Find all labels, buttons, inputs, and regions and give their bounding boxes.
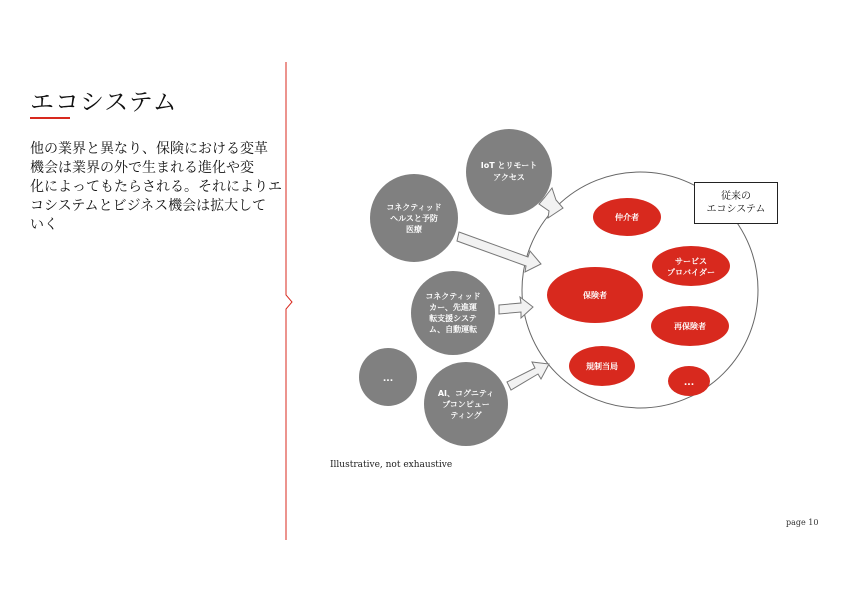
player-label: 再保険者 — [674, 322, 706, 331]
driver-iot — [466, 129, 552, 215]
body-line: 他の業界と異なり、保険における変革 — [30, 141, 268, 157]
driver-label: IoT とリモート — [480, 161, 538, 170]
driver-more — [359, 348, 417, 406]
driver-circle — [466, 129, 552, 215]
legend-line: エコシステム — [706, 204, 766, 215]
driver-label: ティング — [450, 411, 482, 420]
player-ellipse — [652, 246, 730, 286]
body-line: 機会は業界の外で生まれる進化や変 — [30, 160, 254, 176]
driver-label: ム、自動運転 — [428, 325, 478, 334]
driver-ai — [424, 362, 508, 446]
driver-label: コネクティッド — [425, 292, 481, 301]
caption: Illustrative, not exhaustive — [330, 460, 453, 470]
player-label: サービス — [675, 257, 707, 266]
player-label: プロバイダー — [667, 268, 715, 277]
traditional-ecosystem-label — [694, 182, 778, 224]
driver-label: 医療 — [406, 225, 422, 234]
player-service-provider — [652, 246, 730, 286]
body-line: 化によってもたらされる。それによりエ — [30, 179, 282, 195]
driver-car — [411, 271, 495, 355]
driver-circle — [411, 271, 495, 355]
arrow-ai — [507, 362, 549, 390]
driver-label: ヘルスと予防 — [390, 214, 438, 223]
driver-label: AI、コグニティ — [437, 389, 495, 398]
player-label: 規制当局 — [586, 362, 618, 371]
player-reinsurer — [651, 306, 729, 346]
driver-label: カー、先進運 — [429, 303, 477, 312]
driver-label: 転支援システ — [429, 314, 477, 323]
player-intermediary — [593, 198, 661, 236]
body-line: コシステムとビジネス機会は拡大して — [30, 198, 267, 214]
driver-health — [370, 174, 458, 262]
body-line: いく — [30, 217, 58, 233]
page-number: page 10 — [786, 518, 819, 527]
driver-label: アクセス — [493, 173, 525, 182]
driver-label: ... — [382, 374, 394, 384]
legend-line: 従来の — [721, 191, 751, 202]
driver-label: コネクティッド — [386, 203, 442, 212]
player-regulator — [569, 346, 635, 386]
page-title: エコシステム — [30, 88, 178, 116]
player-label: ... — [683, 378, 695, 388]
player-label: 保険者 — [583, 291, 607, 300]
player-more — [668, 366, 710, 396]
player-label: 仲介者 — [615, 213, 639, 222]
driver-label: ブコンピュー — [442, 400, 490, 409]
player-insurer — [547, 267, 643, 323]
